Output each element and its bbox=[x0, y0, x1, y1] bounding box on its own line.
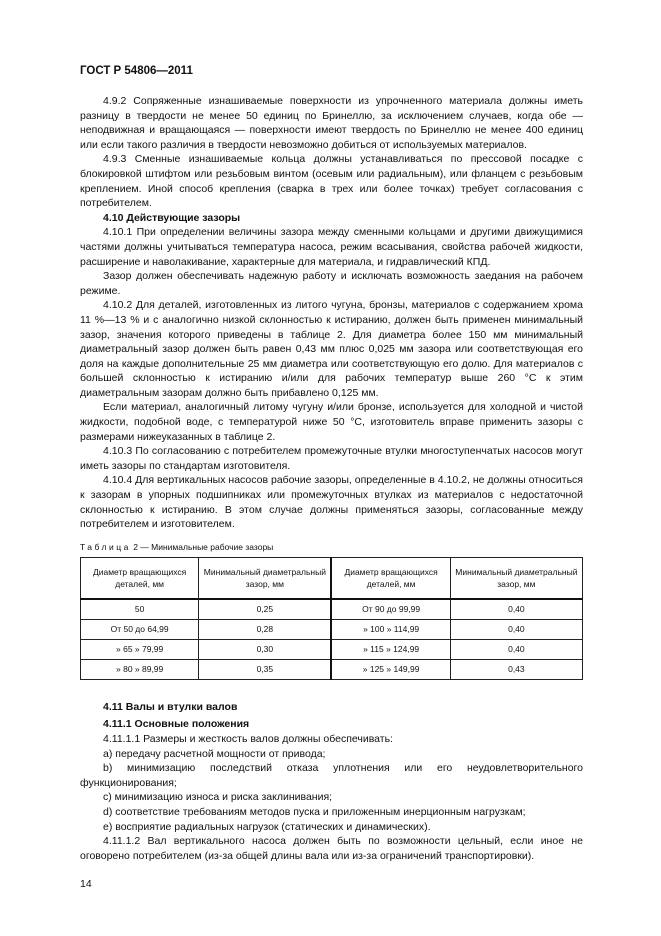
document-header: ГОСТ Р 54806—2011 bbox=[80, 65, 193, 77]
table-cell: 0,40 bbox=[450, 599, 582, 620]
clearance-table bbox=[80, 557, 583, 680]
table-cell: » 65 » 79,99 bbox=[81, 639, 199, 659]
subsection-heading: 4.11.1 Основные положения bbox=[103, 718, 250, 731]
table-header-row bbox=[81, 557, 583, 599]
paragraph: 4.11.1.1 Размеры и жесткость валов должны обеспечивать: bbox=[103, 733, 393, 745]
list-item: b) минимизацию последствий отказа уплотнения или его неудовлетворительного функционирования; bbox=[80, 762, 583, 789]
table-row bbox=[81, 599, 583, 620]
table-cell: » 100 » 114,99 bbox=[331, 619, 450, 639]
table-caption-label: Таблица bbox=[80, 541, 131, 552]
list-item: e) восприятие радиальных нагрузок (статических и динамических). bbox=[103, 820, 431, 833]
paragraph: 4.9.3 Сменные изнашиваемые кольца должны устанавливаться по прессовой посадке с блокировкой штифтом или резьбовым винтом (осевым или радиальным), или фланцем с резьбовым креплением. Иной способ крепления (сварка в трех или более точках) требует согласования с потребителем. bbox=[80, 153, 583, 210]
paragraph: 4.10.1 При определении величины зазора между сменными кольцами и другими движущимися частями должны учитываться температура насоса, режим всасывания, свойства рабочей жидкости, расширение и наволакивание, характерные для материала, и гидравлический КПД. bbox=[80, 226, 583, 268]
table-caption-title: 2 — Минимальные рабочие зазоры bbox=[130, 541, 274, 552]
table-row bbox=[81, 659, 583, 679]
table-cell: 50 bbox=[81, 599, 199, 620]
paragraph: Зазор должен обеспечивать надежную работу и исключать возможность заедания на рабочем режиме. bbox=[80, 270, 583, 297]
table-cell: » 115 » 124,99 bbox=[331, 639, 450, 659]
paragraph: Если материал, аналогичный литому чугуну и/или бронзе, используется для холодной и чистой жидкости, подобной воде, с температурой ниже 50 °С, изготовитель вправе применить зазоры с размерами нижеуказанных в таблице 2. bbox=[80, 401, 583, 443]
page-number: 14 bbox=[80, 878, 92, 891]
table-header-cell: Минимальный диаметральный зазор, мм bbox=[450, 557, 582, 599]
table-caption bbox=[80, 541, 583, 553]
section-heading: 4.11 Валы и втулки валов bbox=[103, 700, 238, 713]
section-heading: 4.10 Действующие зазоры bbox=[103, 211, 241, 224]
document-body bbox=[80, 94, 583, 863]
table-cell: 0,43 bbox=[450, 659, 582, 679]
paragraph: 4.9.2 Сопряженные изнашиваемые поверхности из упрочненного материала должны иметь разницу в твердости не менее 50 единиц по Бринеллю, за исключением случаев, когда обе — неподвижная и вращающаяся — поверхности имеют твердость по Бринеллю не менее 400 единиц или если такого различия в твердости невозможно добиться от используемых материалов. bbox=[80, 95, 583, 151]
paragraph: 4.10.2 Для деталей, изготовленных из литого чугуна, бронзы, материалов с содержанием хрома 11 %—13 % и с аналогично низкой склонностью к истиранию, должен быть применен минимальный зазор, значения которого приведены в таблице 2. Для диаметра более 150 мм минимальный диаметральный зазор должен быть равен 0,43 мм плюс 0,025 мм зазора или соответствующая его доля на каждые дополнительные 25 мм диаметра или соответствующую его долю. Для материалов с большей склонностью к истиранию и/или для рабочих температур выше 260 °С к этим диаметральным зазорам должно быть прибавлено 0,125 мм. bbox=[80, 299, 583, 399]
table-cell: 0,30 bbox=[199, 639, 332, 659]
table-header-cell: Диаметр вращающихся деталей, мм bbox=[331, 557, 450, 599]
table-cell: От 90 до 99,99 bbox=[331, 599, 450, 620]
table-cell: От 50 до 64,99 bbox=[81, 619, 199, 639]
list-item: a) передачу расчетной мощности от привода; bbox=[103, 747, 326, 760]
table-cell: 0,28 bbox=[199, 619, 332, 639]
table-cell: 0,40 bbox=[450, 619, 582, 639]
table-cell: 0,40 bbox=[450, 639, 582, 659]
list-item: d) соответствие требованиям методов пуска и приложенным инерционным нагрузкам; bbox=[103, 805, 526, 818]
table-header-cell: Диаметр вращающихся деталей, мм bbox=[81, 557, 199, 599]
paragraph: 4.10.4 Для вертикальных насосов рабочие зазоры, определенные в 4.10.2, не должны относиться к зазорам в упорных подшипниках или промежуточных втулках из материалов с недостаточной склонностью к истиранию. В этом случае должны применяться зазоры, согласованные между потребителем и изготовителем. bbox=[80, 474, 583, 531]
table-cell: 0,35 bbox=[199, 659, 332, 679]
paragraph: 4.10.3 По согласованию с потребителем промежуточные втулки многоступенчатых насосов могут иметь зазоры по стандартам изготовителя. bbox=[80, 445, 583, 472]
paragraph: 4.11.1.2 Вал вертикального насоса должен быть по возможности цельный, если иное не оговорено потребителем (из-за общей длины вала или из-за ограничений транспортировки). bbox=[80, 835, 583, 862]
table-row bbox=[81, 619, 583, 639]
table-header-cell: Минимальный диаметральный зазор, мм bbox=[199, 557, 332, 599]
table-cell: 0,25 bbox=[199, 599, 332, 620]
table-row bbox=[81, 639, 583, 659]
table-cell: » 80 » 89,99 bbox=[81, 659, 199, 679]
list-item: c) минимизацию износа и риска заклинивания; bbox=[103, 791, 333, 804]
table-cell: » 125 » 149,99 bbox=[331, 659, 450, 679]
